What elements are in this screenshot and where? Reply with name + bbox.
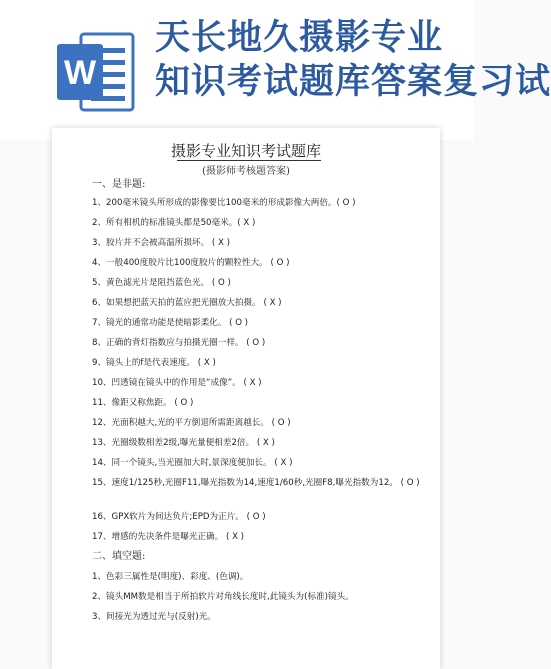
question-item: 5、黄色滤光片是阻挡蓝色光。 ( O )	[92, 278, 231, 288]
question-item: 6、如果想把蓝天拍的蓝应把光圈放大拍摄。 ( X )	[92, 298, 282, 308]
question-item: 13、光圈级数相差2级,曝光量便相差2倍。 ( X )	[92, 438, 275, 448]
word-document-icon	[55, 30, 135, 114]
svg-text:W: W	[63, 54, 97, 92]
banner-title	[155, 16, 551, 104]
banner-title-line2: 知识考试题库答案复习试	[155, 61, 551, 102]
question-item: 16、GPX软片为间达负片;EPD为正片。 ( O )	[92, 512, 266, 522]
fill-blank-item: 2、镜头MM数是相当于所拍软片对角线长度时,此镜头为(标准)镜头。	[92, 592, 354, 602]
banner	[0, 0, 551, 140]
document-subtitle: (摄影师考核题答案)	[202, 166, 290, 177]
fill-blank-item: 3、间接光为透过光与(反射)光。	[92, 612, 216, 622]
section-heading-true-false: 一、是非题:	[92, 179, 146, 190]
title-underline	[177, 160, 321, 161]
question-item: 1、200毫米镜头所形成的影像要比100毫米的形成影像大两倍。( O )	[92, 198, 356, 208]
question-item: 12、光面积越大,光的平方倒退所需距离越长。 ( O )	[92, 418, 291, 428]
question-item: 3、胶片并不会被高温所损坏。 ( X )	[92, 238, 230, 248]
section-heading-fill-blank: 二、填空题:	[92, 551, 146, 562]
question-item: 14、同一个镜头,当光圈加大时,景深度便加长。 ( X )	[92, 458, 293, 468]
document-title: 摄影专业知识考试题库	[170, 142, 321, 160]
fill-blank-item: 1、色彩三属性是(明度)、彩度、(色调)。	[92, 572, 249, 582]
banner-title-line1: 天长地久摄影专业	[155, 17, 444, 58]
question-item: 11、像距又称焦距。 ( O )	[92, 398, 194, 408]
question-item: 17、增感的先决条件是曝光正确。 ( X )	[92, 532, 245, 542]
question-item: 4、一般400度胶片比100度胶片的颗粒性大。 ( O )	[92, 258, 290, 268]
question-item: 2、所有相机的标准镜头都是50毫米。( X )	[92, 218, 256, 228]
document-page	[52, 128, 440, 669]
question-item: 9、镜头上的f是代表速度。 ( X )	[92, 358, 216, 368]
question-item: 10、凹透镜在镜头中的作用是“成像”。 ( X )	[92, 378, 262, 388]
question-item: 7、镜光的通常功能是使暗影柔化。 ( O )	[92, 318, 249, 328]
question-item: 8、正确的背灯指数应与拍摄光圈一样。 ( O )	[92, 338, 266, 348]
question-item: 15、速度1/125秒,光圈F11,曝光指数为14,速度1/60秒,光圈F8,曝光指数为12。 ( O )	[92, 478, 420, 488]
